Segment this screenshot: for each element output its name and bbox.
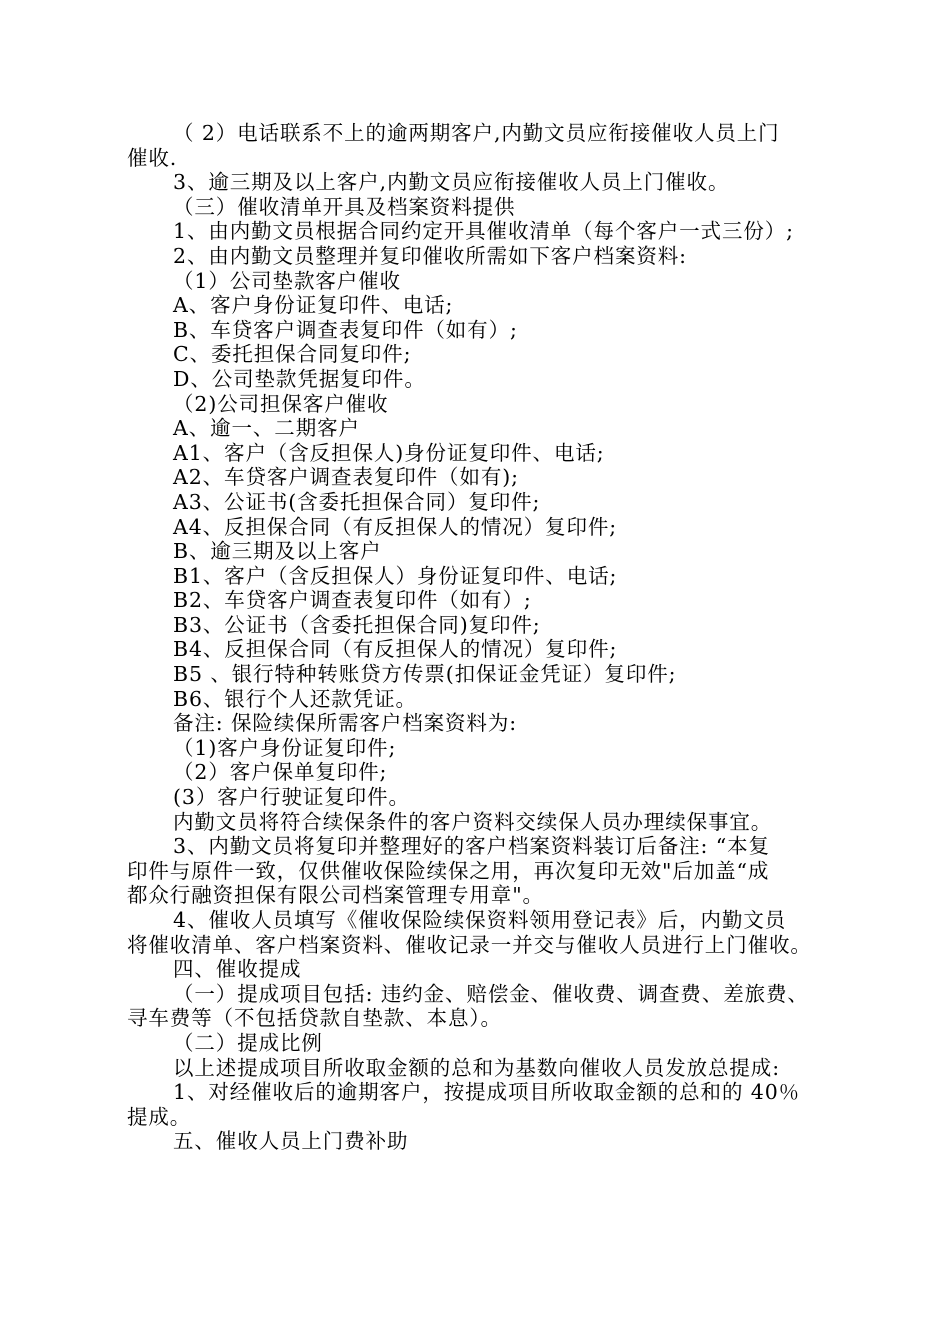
text-line: 备注: 保险续保所需客户档案资料为:: [173, 711, 518, 736]
document-body: [127, 121, 827, 1154]
text-line: （2）客户保单复印件;: [173, 760, 388, 785]
text-line: 催收.: [127, 145, 178, 170]
text-line: 1、由内勤文员根据合同约定开具催收清单（每个客户一式三份）;: [173, 219, 794, 244]
text-line: D、公司垫款凭据复印件。: [173, 366, 426, 391]
text-line: B、逾三期及以上客户: [173, 539, 382, 564]
text-line: B6、银行个人还款凭证。: [173, 686, 417, 711]
text-line: 内勤文员将符合续保条件的客户资料交续保人员办理续保事宜。: [173, 809, 773, 834]
text-line: B5 、银行特种转账贷方传票(扣保证金凭证）复印件;: [173, 662, 677, 687]
text-line: 四、催收提成: [173, 957, 302, 982]
text-line: C、委托担保合同复印件;: [173, 342, 412, 367]
text-line: 将催收清单、客户档案资料、催收记录一并交与催收人员进行上门催收。: [127, 932, 812, 957]
text-line: （2)公司担保客户催收: [173, 391, 389, 416]
text-line: 3、逾三期及以上客户,内勤文员应衔接催收人员上门催收。: [173, 170, 730, 195]
text-line: （ 2）电话联系不上的逾两期客户,内勤文员应衔接催收人员上门: [173, 121, 780, 145]
text-line: 印件与原件一致，仅供催收保险续保之用，再次复印无效"后加盖“成: [127, 858, 770, 883]
text-line: B、车贷客户调查表复印件（如有）;: [173, 317, 518, 342]
text-line: B3、公证书（含委托担保合同)复印件;: [173, 612, 541, 637]
text-line: A、逾一、二期客户: [173, 416, 360, 441]
text-line: B1、客户（含反担保人）身份证复印件、电话;: [173, 563, 618, 588]
text-line: 以上述提成项目所收取金额的总和为基数向催收人员发放总提成:: [173, 1055, 781, 1080]
text-line: 寻车费等（不包括贷款自垫款、本息）。: [127, 1006, 502, 1031]
text-line: （1）公司垫款客户催收: [173, 268, 401, 293]
text-line: 2、由内勤文员整理并复印催收所需如下客户档案资料:: [173, 243, 687, 268]
text-line: （三）催收清单开具及档案资料提供: [173, 194, 516, 219]
text-line: 提成。: [127, 1104, 192, 1129]
text-line: A2、车贷客户调查表复印件（如有);: [173, 465, 519, 490]
text-line: 五、催收人员上门费补助: [173, 1129, 409, 1154]
text-line: 3、内勤文员将复印并整理好的客户档案资料装订后备注: “本复: [173, 834, 770, 859]
text-line: A4、反担保合同（有反担保人的情况）复印件;: [173, 514, 618, 539]
text-line: 4、催收人员填写《催收保险续保资料领用登记表》后，内勤文员: [173, 908, 787, 932]
text-line: A1、客户（含反担保人)身份证复印件、电话;: [173, 440, 605, 465]
text-line: B2、车贷客户调查表复印件（如有）;: [173, 588, 532, 613]
text-line: A、客户身份证复印件、电话;: [173, 293, 454, 318]
text-line: （二）提成比例: [173, 1030, 323, 1055]
text-line: 1、对经催收后的逾期客户，按提成项目所收取金额的总和的 40％: [173, 1080, 801, 1105]
text-line: B4、反担保合同（有反担保人的情况）复印件;: [173, 637, 618, 662]
text-line: （一）提成项目包括: 违约金、赔偿金、催收费、调查费、差旅费、: [173, 981, 809, 1006]
text-line: （1)客户身份证复印件;: [173, 735, 397, 760]
text-line: A3、公证书(含委托担保合同）复印件;: [173, 489, 541, 514]
text-line: (3）客户行驶证复印件。: [173, 785, 410, 810]
text-line: 都众行融资担保有限公司档案管理专用章"。: [127, 883, 544, 908]
